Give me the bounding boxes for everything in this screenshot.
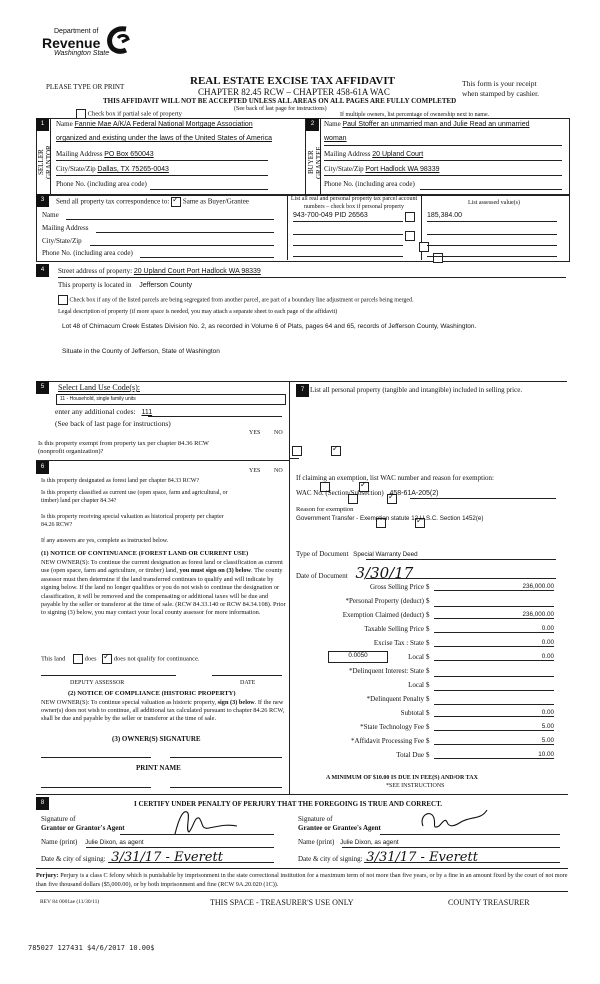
fee-label: *Delinquent Interest: State [348,667,424,675]
agency-line3: Washington State [54,50,110,57]
reason-label: Reason for exemption [296,506,354,513]
grantor-date-label: Date & city of signing: [41,855,106,863]
current-use-question: Is this property classified as current use (open space, farm and agricultural, or timber) land per chapter 84.34? [41,490,228,504]
fee-value[interactable] [434,695,554,705]
fee-value[interactable]: 0.00 [434,625,554,633]
fee-label: *State Technology Fee [360,723,424,731]
legal-description-field[interactable]: Lot 48 of Chimacum Creek Estates Division No. 2, as recorded in Volume 6 of Plats, pages 64 and 65, records of Jefferson County, Washington. [62,323,477,330]
buyer-name-field[interactable]: Paul Stoffer an unmarried man and Julie Read an unmarried [342,121,530,128]
parcel-line-1 [293,221,403,222]
form-title: REAL ESTATE EXCISE TAX AFFIDAVIT [190,75,395,87]
corr-name-field[interactable] [66,219,274,220]
same-as-buyer-checkbox[interactable] [171,197,181,207]
fee-value[interactable] [434,667,554,677]
segregated-row [58,295,414,305]
land-use-select[interactable] [56,394,286,405]
seller-name-row [56,120,268,128]
corr-name-label: Name [42,211,59,219]
fee-value[interactable]: 10.00 [434,751,554,759]
perjury-text: Perjury is a class C felony which is punishable by imprisonment in the state correctional institution for a maximum term of not more than five years, or by a fine in an amount fixed by the court of not more than five thousand dollars ($5,000.00), or by both imprisonment and fine (RCW 9A.20.020 (1C)). [36,872,568,888]
fee-row [296,751,558,764]
parcel-number-field-3[interactable] [293,245,403,246]
corr-city-label: City/State/Zip [42,237,82,245]
grantor-date-field[interactable]: 3/31/17 - Everett [111,850,223,865]
grantee-name-line [342,847,560,848]
multiple-owners-note: If multiple owners, list percentage of ownership next to name. [340,112,490,118]
fee-row [296,695,558,708]
county-treasurer-label: COUNTY TREASURER [448,898,530,907]
corr-phone-field[interactable] [140,257,274,258]
buyer-city-field[interactable]: Port Hadlock WA 98339 [365,166,440,173]
section-6-number: 6 [36,461,49,474]
grantee-date-line [364,862,560,863]
wac-label: WAC No. (Section/Subsection) [296,489,384,497]
fee-value[interactable]: 0.00 [434,709,554,717]
correspondence-label: Send all property tax correspondence to: [56,197,170,206]
notice-continuance-body [41,559,286,618]
fee-value[interactable] [434,597,554,607]
notice-compliance-text-a: NEW OWNER(S): To continue special valuation as historic property, [41,699,218,706]
instructions-note: (See back of last page for instructions) [234,106,327,112]
receipt-note-2: when stamped by cashier. [462,89,540,98]
notice-continuance-text-bold: you must sign on (3) below [179,567,252,575]
minimum-due-note: A MINIMUM OF $10.00 IS DUE IN FEE(S) AND/OR TAX [326,775,478,781]
doc-type-line [366,559,556,560]
continuance-row [41,654,200,664]
currency-symbol: $ [426,681,430,689]
fee-row [296,583,558,596]
seller-mailing-label: Mailing Address [56,150,103,158]
wac-row [296,489,438,497]
legal-description-label: Legal description of property (if more space is needed, you may attach a separate sheet to each page of the affidavit) [58,309,338,315]
section-7-tick [289,458,299,459]
grantor-signature-label-2: Grantor or Grantor's Agent [41,824,125,832]
grantee-date-label: Date & city of signing: [298,855,363,863]
does-qualify-checkbox[interactable] [73,654,83,664]
section-3-number: 3 [36,194,49,207]
doc-date-line [366,578,556,579]
treasurer-use-label: THIS SPACE - TREASURER'S USE ONLY [210,898,354,907]
located-row [58,281,192,289]
assessed-line-1 [427,221,557,222]
notice-compliance-text-bold: sign (3) below [217,699,255,706]
buyer-name-label: Name [324,120,341,128]
parcel-number-field-4[interactable] [293,256,403,257]
grantee-signature-field[interactable] [415,806,495,836]
yes-header-5: YES [249,430,261,436]
corr-phone-label: Phone No. (including area code) [42,249,133,257]
currency-symbol: $ [426,709,430,717]
currency-symbol: $ [426,667,430,675]
segregated-checkbox[interactable] [58,295,68,305]
corr-mailing-field[interactable] [96,232,274,233]
fee-row [296,681,558,694]
fee-row [296,667,558,680]
notice-continuance-text-a: NEW OWNER(S): To continue the current designation as forest land or classification as current use (open space, farm and agriculture, or timber) land, [41,559,283,575]
currency-symbol: $ [426,639,430,647]
buyer-phone-field[interactable] [420,189,562,190]
deputy-assessor-label: DEPUTY ASSESSOR [70,680,125,686]
please-type-note: PLEASE TYPE OR PRINT [46,83,125,91]
buyer-mailing-label: Mailing Address [324,150,371,158]
seller-side-strip [36,118,51,194]
seller-mailing-line [56,160,268,161]
fee-label: Subtotal [400,709,424,717]
fee-label: Local [408,653,424,661]
print-name-label: PRINT NAME [136,764,181,772]
personal-property-checkbox-4[interactable] [433,253,443,263]
personal-property-label: List all personal property (tangible and intangible) included in selling price. [310,386,523,394]
fee-label: Gross Selling Price [369,583,424,591]
seller-phone-label: Phone No. (including area code) [56,180,147,188]
partial-sale-label: Check box if partial sale of property [87,110,182,118]
seller-city-label: City/State/Zip [56,165,96,173]
fee-value[interactable]: 0.00 [434,639,554,647]
buyer-mailing-field[interactable]: 20 Upland Court [372,151,424,158]
currency-symbol: $ [426,751,430,759]
footer-divider [36,891,568,892]
additional-codes-label: enter any additional codes: [55,407,136,416]
county-field[interactable]: Jefferson County [139,282,193,289]
street-address-field[interactable]: 20 Upland Court Port Hadlock WA 98339 [133,268,261,275]
fee-row [296,611,558,624]
does-not-qualify-checkbox[interactable] [102,654,112,664]
buyer-name-field-2[interactable]: woman [324,135,347,142]
fee-row [296,737,558,750]
wac-field[interactable]: 458-61A-205(2) [389,490,439,497]
section-7-number: 7 [296,384,309,397]
grantee-name-field[interactable]: Julie Dixon, as agent [340,839,399,846]
currency-symbol: $ [426,583,430,591]
parcel-number-field[interactable]: 943-700-049 PID 26563 [293,212,368,219]
assessed-value-field-2[interactable] [427,234,557,235]
no-header-6: NO [274,468,283,474]
notice-compliance-title: (2) NOTICE OF COMPLIANCE (HISTORIC PROPERTY) [68,690,236,697]
parcel-header: List all real and personal property tax parcel account numbers – check box if personal property [290,196,418,210]
buyer-mailing-row [324,150,423,158]
currency-symbol: $ [426,625,430,633]
doc-date-label: Date of Document [296,572,348,580]
fee-label: *Personal Property (deduct) [345,597,424,605]
grantor-signature-label-1: Signature of [41,815,76,823]
grantor-date-line [108,862,274,863]
land-use-value: 11 - Household, single family units [60,396,136,402]
exemption-label: If claiming an exemption, list WAC number and reason for exemption: [296,474,494,482]
deputy-assessor-signature-line[interactable] [41,675,176,676]
agency-line1: Department of [54,28,99,35]
fee-label: Excise Tax : State [373,639,424,647]
personal-property-checkbox[interactable] [405,212,415,222]
grantee-signature-label-2: Grantee or Grantee's Agent [298,824,381,832]
same-as-buyer-label: Same as Buyer/Grantee [182,197,249,206]
section-5-number: 5 [36,381,49,394]
corr-city-field[interactable] [90,245,274,246]
buyer-mailing-line [324,160,562,161]
corr-mailing-label: Mailing Address [42,224,89,232]
grantee-name-row [298,838,399,846]
doc-type-field[interactable]: Special Warranty Deed [353,551,418,558]
personal-property-checkbox-2[interactable] [405,231,415,241]
notice-continuance-text-b: . The county assessor must then determine if the land transferred continues to qualify and will indicate by signing below. If the land no longer qualifies or you do not wish to continue the designation or classification, it will be removed and the compensating or additional taxes will be due and payable by the seller or transferor at the time of sale. (RCW 84.33.140 or RCW 84.34.108). Prior to signing (3) below, you may contact your local county assessor for more information. [41,567,286,617]
grantor-signature-field[interactable] [165,806,245,836]
fee-label: Local [408,681,424,689]
see-back-note: (See back of last page for instructions) [55,419,171,428]
local-rate-box[interactable]: 0.0050 [328,651,388,663]
seller-phone-field[interactable] [150,189,268,190]
parcel-number-field-2[interactable] [293,234,403,235]
buyer-name-row [324,120,530,128]
grantee-name-label: Name (print) [298,838,335,846]
grantor-name-label: Name (print) [41,838,78,846]
assessed-header: List assessed value(s) [468,200,520,206]
does-not-label: does not qualify for continuance. [113,655,200,663]
chapter-line: CHAPTER 82.45 RCW – CHAPTER 458-61A WAC [198,87,390,97]
legal-description-field-2[interactable]: Situate in the County of Jefferson, State of Washington [62,348,220,355]
grantor-name-field[interactable]: Julie Dixon, as agent [85,839,144,846]
historic-question: Is this property receiving special valuation as historical property per chapter 84.26 RCW? [41,514,224,528]
assessor-date-line[interactable] [212,675,282,676]
section-8-number: 8 [36,797,49,810]
doc-type-row [296,550,418,558]
fee-row [296,709,558,722]
receipt-note-1: This form is your receipt [462,79,537,88]
doc-date-field[interactable]: 3/30/17 [355,564,414,582]
print-name-line-1[interactable] [41,787,151,788]
form-id: REV 84 0001ae (11/30/11) [40,899,100,905]
currency-symbol: $ [426,611,430,619]
see-instructions-note: *SEE INSTRUCTIONS [386,783,445,789]
wac-line [410,498,556,499]
perjury-label: Perjury: [36,872,59,879]
owner-signature-line-1[interactable] [41,757,151,758]
grantor-signature-line [120,834,274,835]
assessed-value-field[interactable]: 185,384.00 [427,212,463,219]
grantor-name-row [41,838,144,846]
fee-value[interactable]: 236,000.00 [434,583,554,591]
section-8-divider [36,794,568,795]
assessed-value-field-4[interactable] [427,256,557,257]
print-name-line-2[interactable] [170,787,282,788]
currency-symbol: $ [426,737,430,745]
additional-codes-row [55,407,152,416]
fee-row [296,723,558,736]
street-address-label: Street address of property: [58,267,133,275]
perjury-notice [36,872,568,889]
currency-symbol: $ [426,723,430,731]
grantee-signature-line [380,834,560,835]
fee-row [296,625,558,638]
buyer-name-line [324,145,562,146]
street-address-line [58,277,566,278]
buyer-city-line [324,175,562,176]
fee-label: *Delinquent Penalty [366,695,424,703]
correspondence-row [56,197,249,207]
fee-row [296,653,558,666]
does-label: does [84,655,97,663]
fee-label: Taxable Selling Price [364,625,424,633]
agency-line2: Revenue [42,35,101,51]
no-header-5: NO [274,430,283,436]
seller-mailing-field[interactable]: PO Box 650043 [104,151,154,158]
seller-mailing-row [56,150,154,158]
buyer-side-strip [305,118,321,194]
cashier-stamp: 785027 127431 $4/6/2017 10.00$ [28,944,155,952]
fee-value[interactable]: 0.00 [434,653,554,661]
currency-symbol: $ [426,653,430,661]
additional-codes-field[interactable]: 111 [141,409,153,416]
completion-warning: THIS AFFIDAVIT WILL NOT BE ACCEPTED UNLESS ALL AREAS ON ALL PAGES ARE FULLY COMPLETED [103,97,457,105]
fee-value[interactable]: 5.00 [434,723,554,731]
segregated-label: Check box if any of the listed parcels are being segregated from another parcel, are part of a boundary line adjustment or parcels being merged. [69,297,414,304]
perjury-divider [36,868,568,869]
section-2-number: 2 [306,118,319,131]
buyer-city-row [324,165,439,173]
fee-label: Total Due [396,751,424,759]
certify-statement: I CERTIFY UNDER PENALTY OF PERJURY THAT THE FOREGOING IS TRUE AND CORRECT. [134,800,443,808]
notice-compliance-text-b: . If the new owner(s) does not wish to continue, all additional tax calculated pursuant to chapter 84.26 RCW, shall be due and payable by the seller or transferor at the time of sale. [41,699,285,722]
section-6-divider [36,460,289,461]
buyer-phone-label: Phone No. (including area code) [324,180,415,188]
if-yes-note: If any answers are yes, complete as instructed below. [41,538,169,544]
seller-name-label: Name [56,120,73,128]
agency-logo [40,26,135,64]
assessor-date-label: DATE [240,680,256,686]
currency-symbol: $ [426,695,430,703]
grantor-name-line [86,847,274,848]
reason-field[interactable]: Government Transfer - Exemption statute 12 U.S.C. Section 1452(e) [296,515,484,522]
grantee-date-field[interactable]: 3/31/17 - Everett [366,850,478,865]
notice-continuance-title: (1) NOTICE OF CONTINUANCE (FOREST LAND OR CURRENT USE) [41,550,249,557]
grantee-signature-label-1: Signature of [298,815,333,823]
notice-compliance-body [41,699,286,723]
seller-city-field[interactable]: Dallas, TX 75265-0043 [97,166,169,173]
buyer-city-label: City/State/Zip [324,165,364,173]
owner-signature-label: (3) OWNER(S) SIGNATURE [112,735,201,743]
seller-name-field[interactable]: Fannie Mae A/K/A Federal National Mortgage Association [74,121,253,128]
section-1-number: 1 [36,118,49,131]
additional-codes-line [148,416,282,417]
fee-row [296,597,558,610]
exempt-question: Is this property exempt from property tax per chapter 84.36 RCW (nonprofit organization)? [38,440,209,455]
fee-value[interactable]: 5.00 [434,737,554,745]
seller-city-row [56,165,169,173]
fee-value[interactable]: 236,000.00 [434,611,554,619]
located-label: This property is located in [58,281,132,289]
currency-symbol: $ [426,597,430,605]
revenue-swirl-icon [106,26,132,54]
forest-land-question: Is this property designated as forest land per chapter 84.33 RCW? [41,478,200,484]
assessed-value-field-3[interactable] [427,245,557,246]
doc-type-label: Type of Document [296,550,349,558]
doc-date-row [296,564,413,582]
seller-name-field-2[interactable]: organized and existing under the laws of the United States of America [56,135,272,142]
fee-label: Exemption Claimed (deduct) [342,611,424,619]
this-land-label: This land [41,655,66,663]
section-4-number: 4 [36,264,49,277]
street-address-row [58,267,261,275]
fee-label: *Affidavit Processing Fee [351,737,424,745]
personal-property-checkbox-3[interactable] [419,242,429,252]
seller-city-line [56,175,268,176]
yes-header-6: YES [249,468,261,474]
fee-value[interactable] [434,681,554,691]
land-use-label: Select Land Use Code(s): [58,383,140,392]
buyer-grantee-label: BUYER GRANTEE [307,146,323,179]
seller-grantor-label: SELLER GRANTOR [37,145,53,180]
owner-signature-line-2[interactable] [170,757,282,758]
